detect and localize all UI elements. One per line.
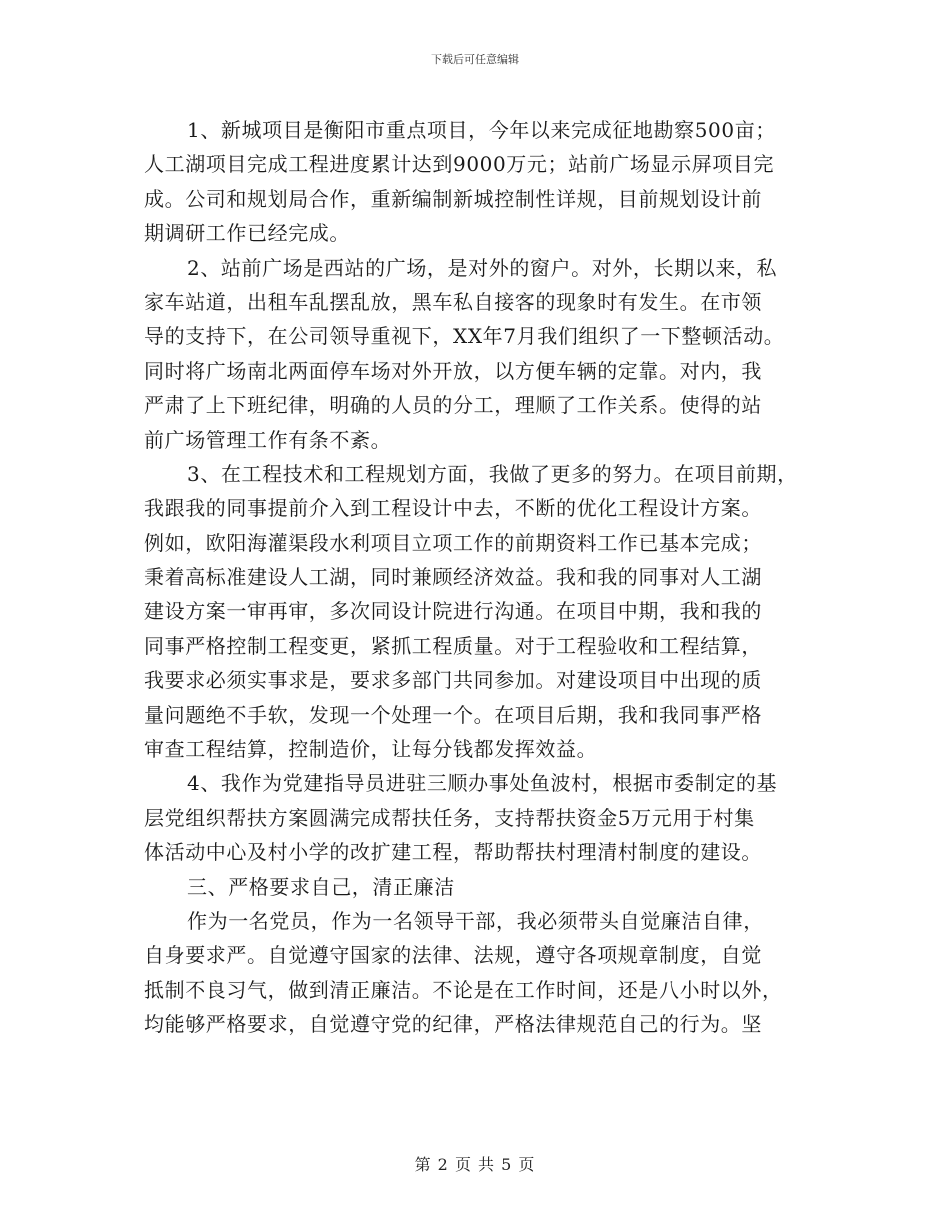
text-line: 我跟我的同事提前介入到工程设计中去，不断的优化工程设计方案。: [144, 496, 762, 521]
text-line: 期调研工作已经完成。: [144, 221, 350, 246]
text-line: 同时将广场南北两面停车场对外开放，以方便车辆的定靠。对内，我: [144, 358, 762, 383]
text-line: 秉着高标准建设人工湖，同时兼顾经济效益。我和我的同事对人工湖: [144, 565, 762, 590]
text-line: 建设方案一审再审，多次同设计院进行沟通。在项目中期，我和我的: [144, 599, 762, 624]
text-line: 人工湖项目完成工程进度累计达到9000万元；站前广场显示屏项目完: [144, 152, 775, 177]
page-header: 下载后可任意编辑: [431, 53, 519, 66]
text-line: 2、站前广场是西站的广场，是对外的窗户。对外，长期以来，私: [187, 255, 778, 280]
text-line: 量问题绝不手软，发现一个处理一个。在项目后期，我和我同事严格: [144, 702, 762, 727]
text-line: 均能够严格要求，自觉遵守党的纪律，严格法律规范自己的行为。坚: [144, 1012, 762, 1037]
text-line: 自身要求严。自觉遵守国家的法律、法规，遵守各项规章制度，自觉: [144, 943, 762, 968]
text-line: 同事严格控制工程变更，紧抓工程质量。对于工程验收和工程结算，: [144, 633, 762, 658]
text-line: 成。公司和规划局合作，重新编制新城控制性详规，目前规划设计前: [144, 186, 762, 211]
text-line: 例如，欧阳海灌渠段水利项目立项工作的前期资料工作已基本完成；: [144, 530, 762, 555]
text-line: 层党组织帮扶方案圆满完成帮扶任务，支持帮扶资金5万元用于村集: [144, 805, 755, 830]
text-line: 体活动中心及村小学的改扩建工程，帮助帮扶村理清村制度的建设。: [144, 840, 762, 865]
text-line: 1、新城项目是衡阳市重点项目，今年以来完成征地勘察500亩；: [187, 118, 776, 142]
text-line: 家车站道，出租车乱摆乱放，黑车私自接客的现象时有发生。在市领: [144, 289, 762, 314]
text-line: 审查工程结算，控制造价，让每分钱都发挥效益。: [144, 737, 598, 762]
document-body: [144, 113, 820, 1042]
text-line: 严肃了上下班纪律，明确的人员的分工，理顺了工作关系。使得的站: [144, 393, 762, 418]
text-line: 作为一名党员，作为一名领导干部，我必须带头自觉廉洁自律，: [187, 908, 764, 933]
page-footer: 第 2 页 共 5 页: [414, 1155, 536, 1174]
text-line: 抵制不良习气，做到清正廉洁。不论是在工作时间，还是八小时以外，: [144, 977, 783, 1002]
text-line: 3、在工程技术和工程规划方面，我做了更多的努力。在项目前期，: [187, 461, 798, 486]
text-line: 前广场管理工作有条不紊。: [144, 427, 392, 452]
text-line: 4、我作为党建指导员进驻三顺办事处鱼波村，根据市委制定的基: [187, 771, 778, 796]
text-line: 导的支持下，在公司领导重视下，XX年7月我们组织了一下整顿活动。: [144, 324, 785, 349]
text-line: 三、严格要求自己，清正廉洁: [187, 874, 455, 899]
text-line: 我要求必须实事求是，要求多部门共同参加。对建设项目中出现的质: [144, 668, 762, 693]
